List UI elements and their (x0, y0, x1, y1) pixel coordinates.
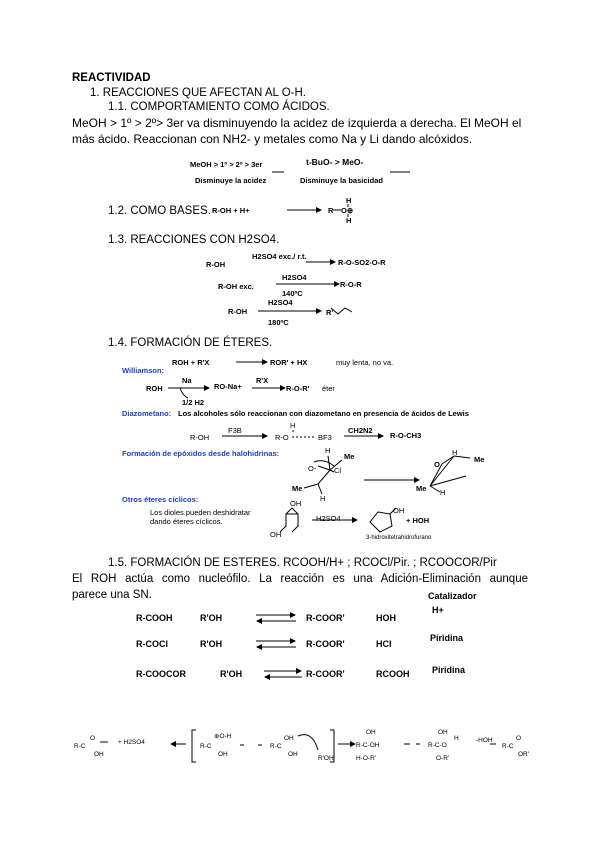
diazo-bf3: BF3 (318, 433, 332, 442)
ester-row1-ester: R-COOR' (306, 613, 345, 623)
epoxide-h: H (325, 446, 331, 455)
catalyst-row2: Piridina (430, 633, 464, 643)
cyclic-text-line2: dando éteres cíclicos. (150, 517, 223, 526)
cyclic-plus-hoh: + HOH (406, 516, 430, 525)
mech-m1: R-C (74, 743, 86, 750)
h2so4-r3-reactant: R-OH (228, 307, 248, 316)
williamson-r2-reagent2: R'X (256, 376, 269, 385)
mech-m6: R-C-O (428, 742, 447, 749)
mech-m4-oh: OH (284, 735, 294, 742)
section-1-1-title: 1.1. COMPORTAMIENTO COMO ÁCIDOS. (108, 101, 330, 113)
williamson-r1-reactants: ROH + R'X (172, 358, 210, 367)
cyclic-oh3: OH (393, 506, 405, 515)
acidity-trend-label: Disminuye la acidez (195, 176, 267, 185)
mech-m5-oh: OH (366, 729, 376, 736)
epoxide-product-h: H (452, 448, 458, 457)
catalyst-row1: H+ (432, 605, 444, 615)
h2so4-r1-condition: H2SO4 exc./ r.t. (252, 252, 307, 261)
paragraph-ester-line2: parece una SN. (72, 589, 152, 601)
section-1-4-title: 1.4. FORMACIÓN DE ÉTERES. (108, 337, 273, 349)
h2so4-r1-product: R-O-SO2-O-R (338, 258, 386, 267)
epoxide-cl: Cl (334, 466, 342, 475)
diazo-reactant: R-OH (190, 433, 210, 442)
williamson-r2-reagent: Na (182, 376, 192, 385)
cyclic-text-line1: Los dioles pueden deshidratar (150, 508, 251, 517)
mech-m4-oh2: OH (288, 751, 298, 758)
ester-row3-alcohol: R'OH (220, 669, 243, 679)
mech-m1-oh: OH (94, 751, 104, 758)
mech-m7-or: OR' (518, 751, 529, 758)
epoxide-product-h2: H (440, 488, 446, 497)
mech-m6-h: H (454, 735, 459, 742)
diazo-reagent1: F3B (228, 426, 242, 435)
williamson-r2-product-label: éter (322, 384, 335, 393)
ester-row1-alcohol: R'OH (200, 613, 223, 623)
base-product-h1: H (346, 196, 352, 205)
mech-m2: + H2SO4 (118, 739, 145, 746)
epoxide-label: Formación de epóxidos desde halohidrinas: (122, 449, 280, 458)
epoxide-product-o: O (434, 460, 440, 469)
williamson-r1-products: ROR' + HX (270, 358, 308, 367)
h2so4-r3-condition: 180ºC (268, 318, 289, 327)
h2so4-r2-reagent: H2SO4 (282, 273, 307, 282)
catalyst-row3: Piridina (432, 665, 466, 675)
williamson-r2-reactant: ROH (146, 384, 163, 393)
h2so4-r3-reagent: H2SO4 (268, 298, 293, 307)
paragraph-ester-line1: El ROH actúa como nucleófilo. La reacción es una Adición-Eliminación aunque (72, 573, 528, 585)
ester-row2-acyl: R-COCl (136, 639, 168, 649)
epoxide-me2: Me (292, 484, 303, 493)
epoxide-me1: Me (344, 452, 355, 461)
diazo-product: R-O-CH3 (390, 431, 422, 440)
cyclic-oh1: OH (290, 499, 302, 508)
ester-row2-byproduct: HCl (376, 639, 392, 649)
mech-m5: R-C-OH (356, 742, 380, 749)
h2so4-r1-reactant: R-OH (206, 260, 226, 269)
section-1-3-title: 1.3. REACCIONES CON H2SO4. (108, 234, 280, 246)
equilibrium-arrows (256, 612, 302, 680)
mech-m3: R-C (200, 743, 212, 750)
epoxide-product-me1: Me (474, 455, 485, 464)
mech-m7: R-C (502, 743, 514, 750)
base-product-r: R (328, 206, 334, 215)
h2so4-r2-product: R-O-R (340, 280, 362, 289)
ester-row3-ester: R-COOR' (306, 669, 345, 679)
ester-row1-byproduct: HOH (376, 613, 396, 623)
mech-m3-o: ⊕O-H (214, 733, 232, 740)
mech-m6-o: O-R' (436, 755, 450, 762)
mech-m6-oh: OH (438, 729, 448, 736)
section-1-5-title: 1.5. FORMACIÓN DE ESTERES. RCOOH/H+ ; RCOCl/Pir. ; RCOOCOR/Pir (108, 557, 497, 569)
h2so4-r3-product: R' (326, 308, 334, 317)
diazomethane-text: Los alcoholes sólo reaccionan con diazometano en presencia de ácidos de Lewis (178, 409, 469, 418)
section-1-title: 1. REACCIONES QUE AFECTAN AL O-H. (90, 87, 306, 99)
diazo-reagent2: CH2N2 (348, 426, 373, 435)
williamson-label: Williamson: (122, 366, 165, 375)
catalyst-header: Catalizador (428, 591, 477, 601)
diazomethane-label: Diazometano: (122, 409, 172, 418)
base-reactants: R-OH + H+ (212, 206, 250, 215)
cyclic-reagent: H2SO4 (316, 514, 341, 523)
mech-m1-o: O (90, 735, 96, 742)
mech-m7-o: O (516, 735, 522, 742)
diazo-h: H (290, 421, 296, 430)
mech-m5-h: H-O-R' (356, 755, 377, 762)
cyclic-ethers-label: Otros éteres cíclicos: (122, 495, 199, 504)
epoxide-h2: H (320, 494, 326, 503)
ester-row3-acyl: R-COOCOR (136, 669, 186, 679)
paragraph-acidity-line2: más ácido. Reaccionan con NH2- y metales como Na y Li dando alcóxidos. (72, 132, 473, 146)
h2so4-r2-condition: 140ºC (282, 289, 303, 298)
epoxide-product-me2: Me (416, 484, 427, 493)
h2so4-r2-reactant: R-OH exc. (218, 282, 254, 291)
mech-m6-hoh: -HOH (476, 737, 493, 744)
acidity-series: MeOH > 1º > 2º > 3er (190, 160, 263, 169)
ester-row3-byproduct: RCOOH (376, 669, 410, 679)
mech-m3-oh: OH (218, 751, 228, 758)
document-heading: REACTIVIDAD (72, 72, 151, 84)
ester-row2-alcohol: R'OH (200, 639, 223, 649)
paragraph-acidity-line1: MeOH > 1º > 2º> 3er va disminuyendo la acidez de izquierda a derecha. El MeOH el (72, 116, 522, 130)
base-product-h2: H (346, 216, 352, 225)
epoxide-o: O- (308, 464, 317, 473)
basicity-trend-label: Disminuye la basicidad (300, 176, 383, 185)
mech-m4-roh: R'OH (318, 755, 334, 762)
section-1-2-title: 1.2. COMO BASES. (108, 205, 211, 217)
ester-row2-ester: R-COOR' (306, 639, 345, 649)
cyclic-product-name: 3-hidroxitetrahidrofurano (366, 535, 432, 541)
cyclic-oh2: OH (270, 530, 282, 539)
williamson-r2-byproduct: 1/2 H2 (182, 398, 205, 407)
mech-m4: R-C (270, 743, 282, 750)
ester-row1-acyl: R-COOH (136, 613, 173, 623)
williamson-r2-product: R-O-R' (286, 384, 310, 393)
basicity-series: t-BuO- > MeO- (306, 157, 364, 167)
base-product-o: O⊕ (341, 206, 354, 215)
williamson-r2-intermediate: RO-Na+ (214, 382, 242, 391)
williamson-r1-note: muy lenta, no va. (336, 358, 394, 367)
diazo-intermediate: R-O (275, 433, 289, 442)
